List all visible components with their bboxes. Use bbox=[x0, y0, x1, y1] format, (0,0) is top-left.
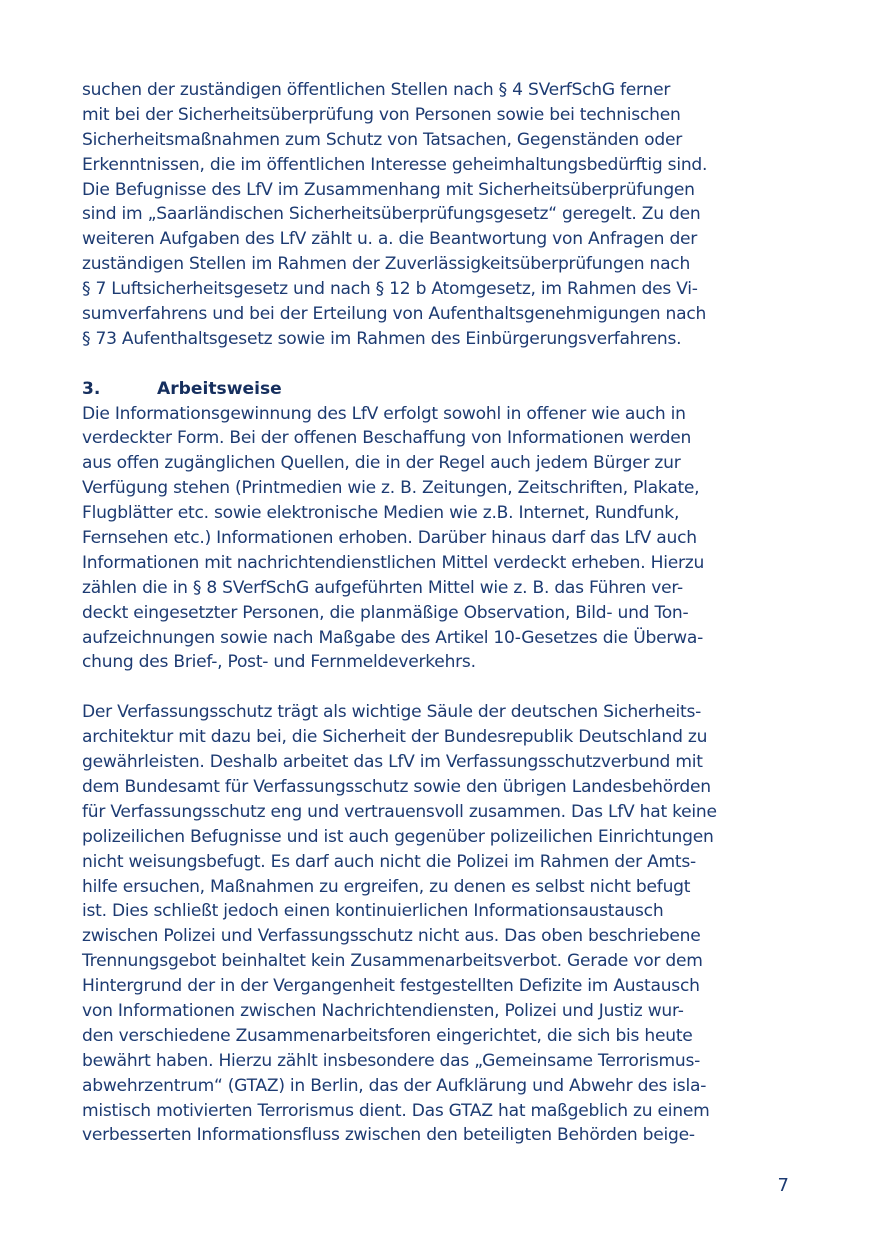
text-line: suchen der zuständigen öffentlichen Stellen nach § 4 SVerfSchG ferner bbox=[82, 80, 671, 100]
text-line: aufzeichnungen sowie nach Maßgabe des Artikel 10-Gesetzes die Überwa- bbox=[82, 627, 704, 648]
section-heading bbox=[82, 377, 802, 402]
text-line: Trennungsgebot beinhaltet kein Zusammenarbeitsverbot. Gerade vor dem bbox=[82, 951, 703, 972]
text-line: Die Informationsgewinnung des LfV erfolgt sowohl in offener wie auch in bbox=[82, 403, 686, 424]
text-line: § 73 Aufenthaltsgesetz sowie im Rahmen des Einbürgerungsverfahrens. bbox=[82, 328, 682, 349]
text-line: verdeckter Form. Bei der offenen Beschaffung von Informationen werden bbox=[82, 428, 692, 449]
text-line: nicht weisungsbefugt. Es darf auch nicht die Polizei im Rahmen der Amts- bbox=[82, 851, 696, 872]
text-line: Informationen mit nachrichtendienstlichen Mittel verdeckt erheben. Hierzu bbox=[82, 552, 705, 573]
text-line: verbesserten Informationsfluss zwischen den beteiligten Behörden beige- bbox=[82, 1125, 695, 1146]
text-line: Der Verfassungsschutz trägt als wichtige Säule der deutschen Sicherheits- bbox=[82, 702, 702, 723]
text-line: ist. Dies schließt jedoch einen kontinuierlichen Informationsaustausch bbox=[82, 901, 664, 922]
text-line: dem Bundesamt für Verfassungsschutz sowie den übrigen Landesbehörden bbox=[82, 776, 711, 797]
text-line: zwischen Polizei und Verfassungsschutz nicht aus. Das oben beschriebene bbox=[82, 926, 701, 947]
paragraph-intro bbox=[82, 78, 802, 352]
paragraph-gap bbox=[82, 675, 802, 700]
paragraph-method bbox=[82, 402, 802, 676]
text-line: mistisch motivierten Terrorismus dient. Das GTAZ hat maßgeblich zu einem bbox=[82, 1100, 710, 1121]
text-line: § 7 Luftsicherheitsgesetz und nach § 12 b Atomgesetz, im Rahmen des Vi- bbox=[82, 279, 698, 300]
text-line: zuständigen Stellen im Rahmen der Zuverlässigkeitsüberprüfungen nach bbox=[82, 254, 691, 275]
text-line: hilfe ersuchen, Maßnahmen zu ergreifen, zu denen es selbst nicht befugt bbox=[82, 876, 691, 897]
text-line: von Informationen zwischen Nachrichtendiensten, Polizei und Justiz wur- bbox=[82, 1000, 684, 1021]
text-line: Sicherheitsmaßnahmen zum Schutz von Tatsachen, Gegenständen oder bbox=[82, 129, 682, 150]
text-line: Die Befugnisse des LfV im Zusammenhang mit Sicherheitsüberprüfungen bbox=[82, 179, 695, 200]
text-line: Hintergrund der in der Vergangenheit festgestellten Defizite im Austausch bbox=[82, 976, 700, 997]
text-line: mit bei der Sicherheitsüberprüfung von Personen sowie bei technischen bbox=[82, 104, 681, 125]
text-line: polizeilichen Befugnisse und ist auch gegenüber polizeilichen Einrichtungen bbox=[82, 826, 714, 847]
text-line: für Verfassungsschutz eng und vertrauensvoll zusammen. Das LfV hat keine bbox=[82, 801, 717, 822]
text-line: Verfügung stehen (Printmedien wie z. B. Zeitungen, Zeitschriften, Plakate, bbox=[82, 478, 700, 499]
text-line: sind im „Saarländischen Sicherheitsüberprüfungsgesetz“ geregelt. Zu den bbox=[82, 204, 701, 225]
document-page bbox=[82, 78, 802, 1148]
paragraph-cooperation bbox=[82, 700, 802, 1148]
text-line: sumverfahrens und bei der Erteilung von Aufenthaltsgenehmigungen nach bbox=[82, 304, 707, 325]
text-line: aus offen zugänglichen Quellen, die in der Regel auch jedem Bürger zur bbox=[82, 453, 681, 474]
text-line: abwehrzentrum“ (GTAZ) in Berlin, das der Aufklärung und Abwehr des isla- bbox=[82, 1075, 707, 1096]
page-number: 7 bbox=[777, 1175, 789, 1196]
text-line: Erkenntnissen, die im öffentlichen Interesse geheimhaltungsbedürftig sind. bbox=[82, 154, 708, 175]
text-line: bewährt haben. Hierzu zählt insbesondere das „Gemeinsame Terrorismus- bbox=[82, 1050, 701, 1071]
text-line: den verschiedene Zusammenarbeitsforen eingerichtet, die sich bis heute bbox=[82, 1025, 693, 1046]
text-line: weiteren Aufgaben des LfV zählt u. a. die Beantwortung von Anfragen der bbox=[82, 229, 698, 250]
text-line: Flugblätter etc. sowie elektronische Medien wie z.B. Internet, Rundfunk, bbox=[82, 503, 680, 524]
text-line: chung des Brief-, Post- und Fernmeldeverkehrs. bbox=[82, 652, 476, 673]
section-number: 3. bbox=[82, 378, 101, 399]
paragraph-gap bbox=[82, 352, 802, 377]
text-line: zählen die in § 8 SVerfSchG aufgeführten Mittel wie z. B. das Führen ver- bbox=[82, 577, 683, 598]
text-line: gewährleisten. Deshalb arbeitet das LfV im Verfassungsschutzverbund mit bbox=[82, 752, 703, 773]
text-line: architektur mit dazu bei, die Sicherheit der Bundesrepublik Deutschland zu bbox=[82, 727, 708, 748]
text-line: Fernsehen etc.) Informationen erhoben. Darüber hinaus darf das LfV auch bbox=[82, 528, 697, 549]
section-title: Arbeitsweise bbox=[157, 378, 282, 399]
text-line: deckt eingesetzter Personen, die planmäßige Observation, Bild- und Ton- bbox=[82, 602, 689, 623]
